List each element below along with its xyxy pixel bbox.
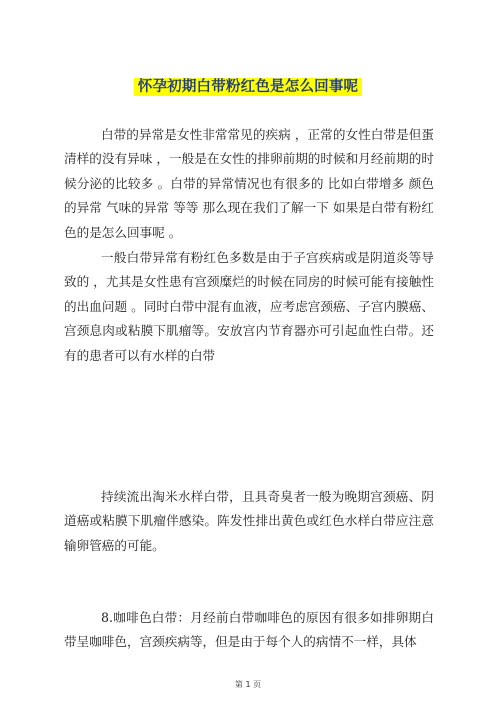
document-title: 怀孕初期白带粉红色是怎么回事呢: [134, 78, 363, 96]
paragraph-1: 白带的异常是女性非常常见的疾病 ，正常的女性白带是但蛋清样的没有异味 ，一般是在女性的排卵前期的时候和月经前期的时候分泌的比较多 。白带的异常情况也有很多的 比如白带增多 颜色的异常 气味的异常 等等 那么现在我们了解一下 如果是白带有粉红色的是怎么回事呢 。: [64, 127, 434, 240]
title-container: [0, 76, 496, 96]
paragraph-3: 持续流出淘米水样白带，且具奇臭者一般为晚期宫颈癌、阴道癌或粘膜下肌瘤伴感染。阵发性排出黄色或红色水样白带应注意输卵管癌的可能。: [64, 489, 434, 553]
paragraph-2: 一般白带异常有粉红色多数是由于子宫疾病或是阴道炎等导致的 ，尤其是女性患有宫颈糜烂的时候在同房的时候可能有接触性的出血问题 。同时白带中混有血液，应考虑宫颈癌、子宫内膜癌、宫颈息肉或粘膜下肌瘤等。安放宫内节育器亦可引起血性白带。还有的患者可以有水样的白带: [64, 250, 434, 363]
page-number: 第 1 页: [234, 680, 262, 689]
paragraph-4: 8.咖啡色白带：月经前白带咖啡色的原因有很多如排卵期白带呈咖啡色，宫颈疾病等，但是由于每个人的病情不一样，具体: [64, 610, 434, 650]
